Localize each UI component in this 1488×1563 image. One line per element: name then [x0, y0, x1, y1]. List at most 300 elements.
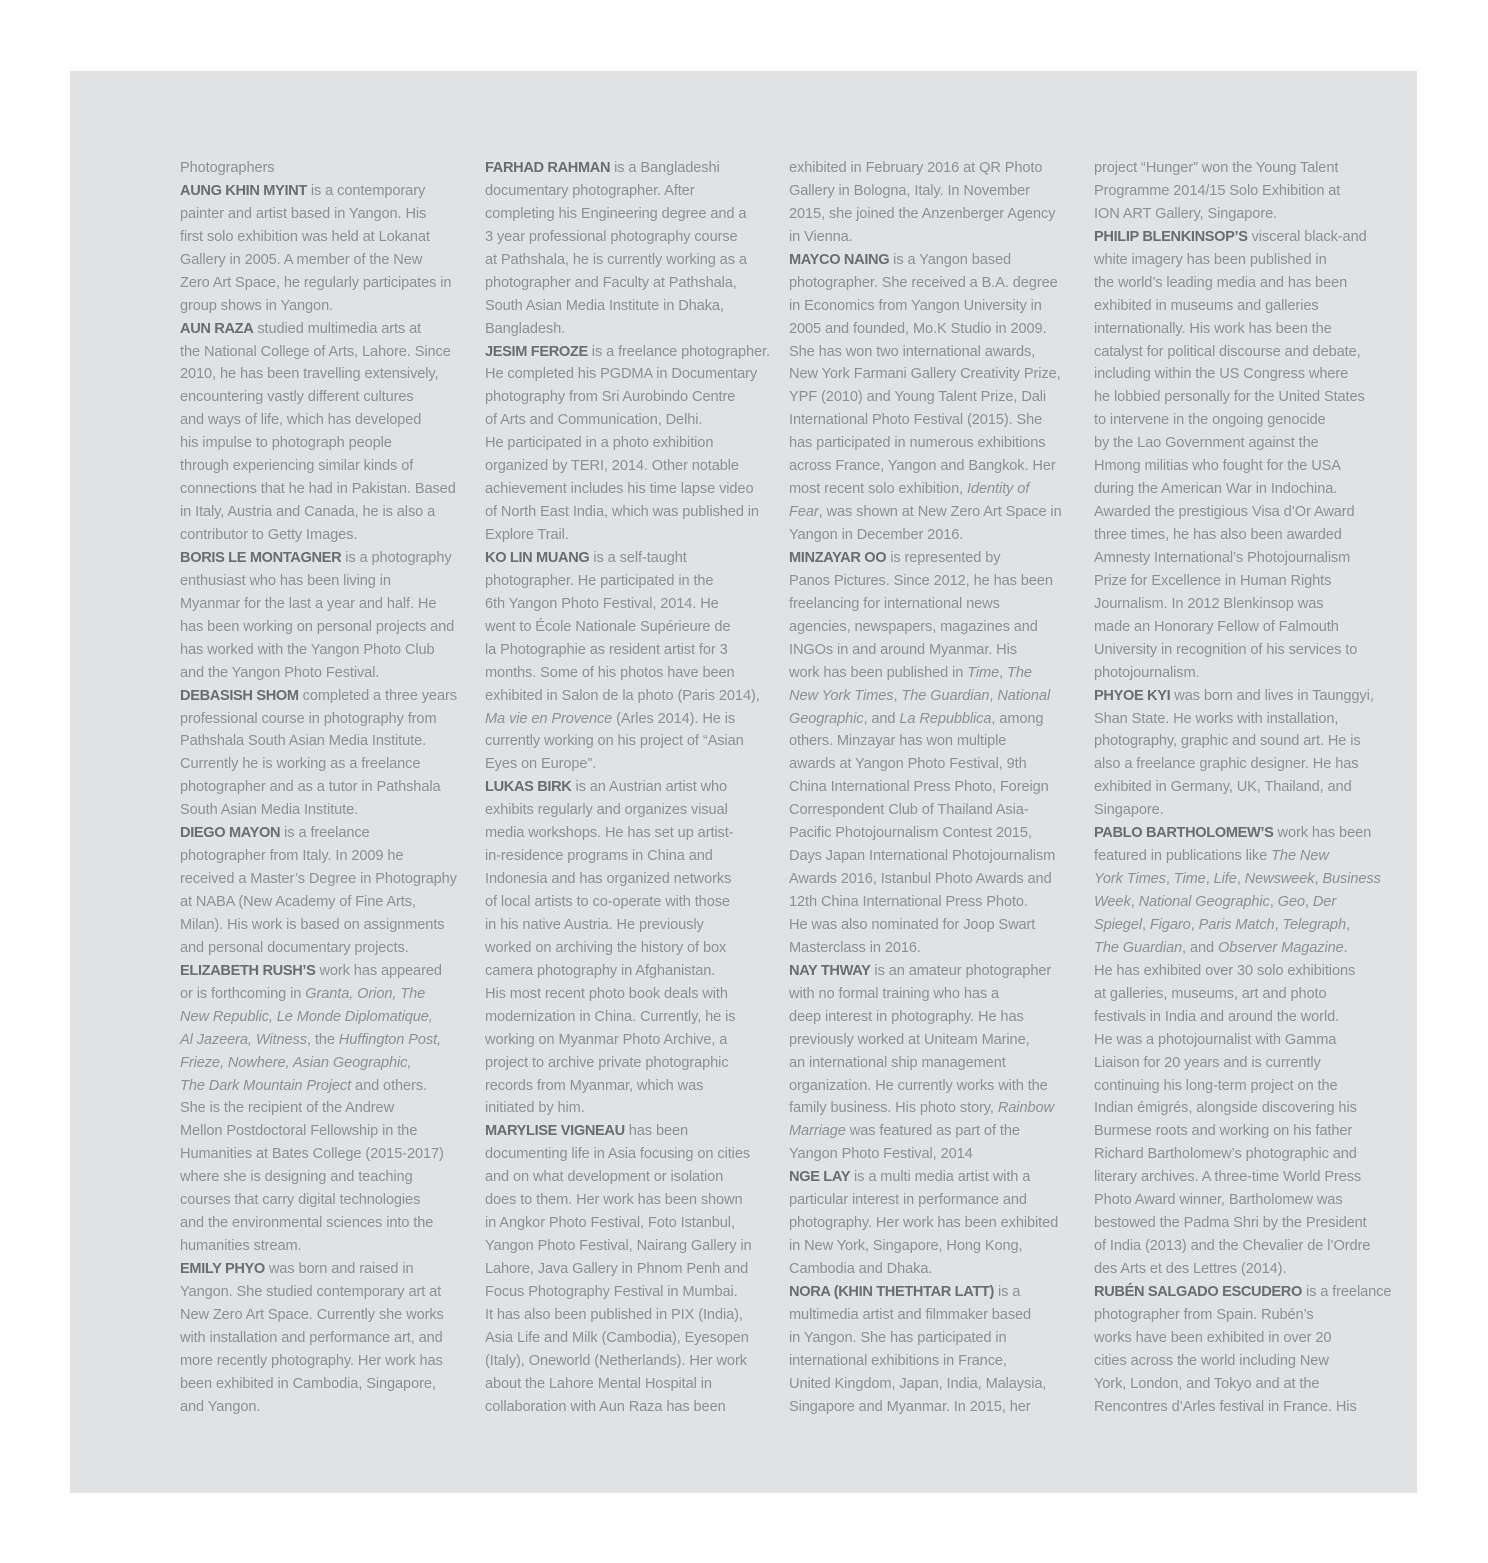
text-line — [180, 937, 470, 960]
photographer-name: LUKAS BIRK — [485, 779, 572, 796]
body-text: agencies, newspapers, magazines and — [789, 618, 1038, 635]
text-line — [485, 249, 777, 272]
body-text: , and — [1182, 939, 1218, 956]
text-line — [485, 960, 777, 983]
photographer-name: PABLO BARTHOLOMEW’S — [1094, 825, 1274, 842]
body-text: particular interest in performance and — [789, 1192, 1027, 1209]
text-line — [1094, 547, 1384, 570]
text-line — [1094, 318, 1384, 341]
text-line — [485, 1029, 777, 1052]
text-line — [485, 272, 777, 295]
italic-title: La Repubblica — [899, 710, 992, 727]
text-line — [1094, 1006, 1384, 1029]
body-text: in his native Austria. He previously — [485, 916, 704, 933]
body-text: white imagery has been published in — [1094, 251, 1327, 268]
body-text: most recent solo exhibition, — [789, 481, 967, 498]
body-text: in New York, Singapore, Hong Kong, — [789, 1238, 1023, 1255]
body-text: work has appeared — [315, 962, 442, 979]
body-text: family business. His photo story, — [789, 1100, 998, 1117]
text-line — [180, 960, 470, 983]
body-text: continuing his long-term project on the — [1094, 1077, 1338, 1094]
body-text: Photographers — [180, 160, 275, 176]
italic-title: Rainbow — [997, 1100, 1054, 1117]
body-text: catalyst for political discourse and debate, — [1094, 343, 1361, 360]
body-text: been exhibited in Cambodia, Singapore, — [180, 1375, 436, 1392]
text-line — [485, 1189, 777, 1212]
body-text: in Italy, Austria and Canada, he is also a — [180, 504, 436, 521]
body-text: freelancing for international news — [789, 595, 1000, 612]
text-line — [485, 1097, 777, 1120]
text-line — [180, 272, 470, 295]
body-text: Yangon in December 2016. — [789, 527, 964, 543]
body-text: Indian émigrés, alongside discovering his — [1094, 1100, 1357, 1117]
text-line — [1094, 409, 1384, 432]
body-text: His most recent photo book deals with — [485, 985, 728, 1002]
text-line — [180, 799, 470, 822]
body-text: photography from Sri Aurobindo Centre — [485, 389, 736, 406]
text-line — [789, 1189, 1079, 1212]
text-line — [1094, 272, 1384, 295]
body-text: Singapore and Myanmar. In 2015, her — [789, 1398, 1031, 1415]
italic-title: Granta, Orion, The — [305, 985, 426, 1002]
italic-title: The Guardian — [901, 687, 990, 704]
text-line — [789, 753, 1079, 776]
photographer-name: JESIM FEROZE — [485, 343, 588, 360]
photographer-name: AUNG KHIN MYINT — [180, 182, 307, 199]
text-line — [180, 432, 470, 455]
text-line — [485, 1006, 777, 1029]
body-text: went to École Nationale Supérieure de — [485, 618, 731, 635]
body-text: is a contemporary — [306, 182, 426, 199]
body-text: 2010, he has been travelling extensively, — [180, 366, 439, 383]
body-text: Milan). His work is based on assignments — [180, 916, 445, 933]
text-line — [485, 1075, 777, 1098]
text-line — [180, 1373, 470, 1396]
body-text: Richard Bartholomew’s photographic and — [1094, 1146, 1357, 1163]
text-line — [180, 1212, 470, 1235]
body-text: received a Master’s Degree in Photography — [180, 871, 457, 888]
text-line — [789, 455, 1079, 478]
body-text: is a freelance photographer. — [587, 343, 770, 360]
body-text: with no formal training who has a — [789, 985, 1000, 1002]
body-text: YPF (2010) and Young Talent Prize, Dali — [789, 389, 1047, 406]
body-text: the world’s leading media and has been — [1094, 274, 1348, 291]
text-line — [1094, 1396, 1384, 1419]
body-text: is a multi media artist with a — [850, 1169, 1031, 1186]
body-text: currently working on his project of “Asian — [485, 733, 744, 750]
body-text: where she is designing and teaching — [180, 1169, 413, 1186]
body-text: photojournalism. — [1094, 664, 1200, 681]
italic-title: The — [1007, 664, 1032, 681]
text-line — [485, 1258, 777, 1281]
body-text: United Kingdom, Japan, India, Malaysia, — [789, 1375, 1047, 1392]
text-line — [485, 1143, 777, 1166]
text-line — [485, 341, 777, 364]
italic-title: Fear — [789, 504, 819, 521]
text-line — [1094, 180, 1384, 203]
italic-title: The New — [1271, 848, 1329, 865]
body-text: enthusiast who has been living in — [180, 572, 391, 589]
body-text: initiated by him. — [485, 1100, 585, 1117]
body-text: Correspondent Club of Thailand Asia- — [789, 802, 1029, 819]
text-line — [1094, 1097, 1384, 1120]
body-text: Myanmar for the last a year and half. He — [180, 595, 437, 612]
text-line — [1094, 478, 1384, 501]
body-text: Indonesia and has organized networks — [485, 871, 732, 888]
body-text: organized by TERI, 2014. Other notable — [485, 458, 739, 475]
text-line — [1094, 1281, 1392, 1304]
body-text: and Yangon. — [180, 1398, 261, 1415]
body-text: about the Lahore Mental Hospital in — [485, 1375, 712, 1392]
italic-title: New Republic, Le Monde Diplomatique, — [180, 1008, 433, 1025]
text-line — [485, 1350, 777, 1373]
text-line — [789, 639, 1079, 662]
body-text: is a self-taught — [589, 549, 687, 566]
body-text: of local artists to co-operate with those — [485, 894, 730, 910]
body-text: , — [1165, 871, 1174, 888]
text-line — [789, 845, 1079, 868]
body-text: INGOs in and around Myanmar. His — [789, 641, 1017, 658]
text-line — [180, 914, 470, 937]
text-line — [789, 1327, 1079, 1350]
text-line — [1094, 1029, 1384, 1052]
body-text: photographer. He participated in the — [485, 572, 714, 589]
body-text: work has been published in — [789, 664, 968, 681]
body-text: Masterclass in 2016. — [789, 939, 921, 956]
text-line — [180, 478, 470, 501]
body-text: , and — [863, 710, 900, 727]
text-line — [180, 249, 470, 272]
body-text: in Yangon. She has participated in — [789, 1329, 1007, 1346]
text-line — [485, 937, 777, 960]
text-line — [789, 1350, 1079, 1373]
body-text: Pacific Photojournalism Contest 2015, — [789, 825, 1032, 842]
text-line — [1094, 1327, 1384, 1350]
text-line — [180, 455, 470, 478]
body-text: work has been — [1273, 825, 1372, 842]
italic-title: Spiegel — [1094, 916, 1142, 933]
text-line — [789, 708, 1079, 731]
body-text: deep interest in photography. He has — [789, 1008, 1024, 1025]
text-line — [485, 409, 777, 432]
body-text: internationally. His work has been the — [1094, 320, 1332, 337]
text-line — [485, 547, 777, 570]
body-text: studied multimedia arts at — [253, 320, 422, 337]
italic-title: National Geographic — [1138, 894, 1270, 910]
body-text: is a freelance — [1301, 1283, 1392, 1300]
text-line — [485, 318, 777, 341]
body-text: and the environmental sciences into the — [180, 1215, 434, 1232]
text-line — [180, 1258, 470, 1281]
body-text: 12th China International Press Photo. — [789, 894, 1028, 910]
body-text: 6th Yangon Photo Festival, 2014. He — [485, 595, 719, 612]
text-line — [485, 1235, 777, 1258]
body-text: painter and artist based in Yangon. His — [180, 205, 427, 222]
text-line — [485, 708, 777, 731]
text-line — [789, 685, 1079, 708]
body-text: exhibited in Salon de la photo (Paris 2014), — [485, 687, 760, 704]
body-text: Focus Photography Festival in Mumbai. — [485, 1283, 738, 1300]
body-text: and the Yangon Photo Festival. — [180, 664, 380, 681]
text-line — [485, 157, 777, 180]
body-text: International Photo Festival (2015). She — [789, 412, 1043, 429]
text-line — [1094, 776, 1384, 799]
text-line — [485, 662, 777, 685]
text-line — [485, 845, 777, 868]
body-text: , — [1304, 894, 1313, 910]
italic-title: The Dark Mountain Project — [180, 1077, 352, 1094]
body-text: Panos Pictures. Since 2012, he has been — [789, 572, 1053, 589]
text-line — [1094, 1075, 1384, 1098]
text-line — [485, 983, 777, 1006]
text-line — [180, 708, 470, 731]
text-line — [180, 639, 470, 662]
body-text: humanities stream. — [180, 1238, 302, 1255]
text-line — [1094, 753, 1384, 776]
body-text: also a freelance graphic designer. He has — [1094, 756, 1359, 773]
text-line — [485, 868, 777, 891]
text-line — [1094, 685, 1384, 708]
body-text: during the American War in Indochina. — [1094, 481, 1338, 498]
text-line — [180, 547, 470, 570]
text-line — [789, 157, 1079, 180]
body-text: records from Myanmar, which was — [485, 1077, 704, 1094]
body-text: at galleries, museums, art and photo — [1094, 985, 1327, 1002]
text-line — [789, 318, 1079, 341]
text-line — [1094, 363, 1384, 386]
body-text: or is forthcoming in — [180, 985, 306, 1002]
body-text: . — [1343, 939, 1348, 956]
text-line — [789, 478, 1079, 501]
text-column-4 — [1094, 157, 1392, 1419]
body-text: Awards 2016, Istanbul Photo Awards and — [789, 871, 1052, 888]
body-text: in Vienna. — [789, 228, 853, 245]
text-line — [485, 639, 777, 662]
body-text: Singapore. — [1094, 802, 1164, 819]
photographer-name: NGE LAY — [789, 1169, 851, 1186]
italic-title: Der — [1312, 894, 1337, 910]
text-line — [485, 455, 777, 478]
text-line — [789, 524, 1079, 547]
text-line — [789, 799, 1079, 822]
text-line — [180, 1304, 470, 1327]
body-text: She is the recipient of the Andrew — [180, 1100, 395, 1117]
text-line — [180, 868, 470, 891]
text-line — [1094, 1304, 1384, 1327]
text-line — [180, 1166, 470, 1189]
text-line — [789, 1006, 1079, 1029]
text-line — [180, 157, 470, 180]
body-text: He completed his PGDMA in Documentary — [485, 366, 758, 383]
text-line — [180, 1120, 470, 1143]
text-line — [789, 1235, 1079, 1258]
text-line — [1094, 226, 1384, 249]
text-line — [180, 1281, 470, 1304]
italic-title: Marriage — [789, 1123, 846, 1140]
text-line — [180, 845, 470, 868]
body-text: Liaison for 20 years and is currently — [1094, 1054, 1321, 1071]
text-line — [180, 203, 470, 226]
text-line — [485, 1052, 777, 1075]
body-text: Yangon Photo Festival, Nairang Gallery in — [485, 1238, 752, 1255]
text-line — [1094, 983, 1384, 1006]
text-line — [485, 363, 777, 386]
body-text: was born and lives in Taunggyi, — [1170, 687, 1374, 704]
photographer-name: DEBASISH SHOM — [180, 687, 299, 704]
text-line — [789, 1166, 1079, 1189]
text-line — [789, 891, 1079, 914]
body-text: is an Austrian artist who — [571, 779, 728, 796]
text-line — [789, 1281, 1079, 1304]
photographer-name: NORA (KHIN THETHTAR LATT) — [789, 1283, 994, 1300]
body-text: Pathshala South Asian Media Institute. — [180, 733, 427, 750]
body-text: Zero Art Space, he regularly participates in — [180, 274, 452, 291]
body-text: modernization in China. Currently, he is — [485, 1008, 736, 1025]
body-text: his impulse to photograph people — [180, 435, 392, 452]
italic-title: Ma vie en Provence — [485, 710, 613, 727]
body-text: , — [893, 687, 902, 704]
body-text: was born and raised in — [264, 1261, 414, 1277]
text-line — [789, 662, 1079, 685]
body-text: encountering vastly different cultures — [180, 389, 414, 406]
text-column-2 — [485, 157, 777, 1419]
body-text: he lobbied personally for the United States — [1094, 389, 1365, 406]
body-text: la Photographie as resident artist for 3 — [485, 641, 728, 658]
text-line — [180, 318, 470, 341]
body-text: at NABA (New Academy of Fine Arts, — [180, 894, 416, 910]
body-text: Currently he is working as a freelance — [180, 756, 421, 773]
body-text: photographer and Faculty at Pathshala, — [485, 274, 737, 291]
body-text: with installation and performance art, and — [180, 1329, 443, 1346]
body-text: Journalism. In 2012 Blenkinsop was — [1094, 595, 1324, 612]
body-text: first solo exhibition was held at Lokanat — [180, 228, 430, 245]
text-line — [1094, 1350, 1384, 1373]
text-line — [1094, 295, 1384, 318]
body-text: Lahore, Java Gallery in Phnom Penh and — [485, 1261, 749, 1277]
italic-title: Geo — [1277, 894, 1305, 910]
text-line — [485, 1212, 777, 1235]
body-text: , — [989, 687, 998, 704]
italic-title: Frieze, Nowhere, Asian Geographic, — [180, 1054, 412, 1071]
body-text: achievement includes his time lapse video — [485, 481, 754, 498]
body-text: and on what development or isolation — [485, 1169, 724, 1186]
body-text: It has also been published in PIX (India), — [485, 1306, 743, 1323]
text-line — [485, 570, 777, 593]
body-text: the National College of Arts, Lahore. Since — [180, 343, 451, 360]
text-line — [1094, 708, 1384, 731]
body-text: photography. Her work has been exhibited — [789, 1215, 1059, 1232]
text-line — [789, 249, 1079, 272]
body-text: Rencontres d’Arles festival in France. His — [1094, 1398, 1357, 1415]
body-text: He participated in a photo exhibition — [485, 435, 714, 452]
body-text: festivals in India and around the world. — [1094, 1008, 1340, 1025]
body-text: including within the US Congress where — [1094, 366, 1349, 383]
text-column-3 — [789, 157, 1079, 1419]
body-text: 2015, she joined the Anzenberger Agency — [789, 205, 1056, 222]
body-text: has participated in numerous exhibitions — [789, 435, 1046, 452]
photographer-name: FARHAD RAHMAN — [485, 160, 611, 176]
body-text: project “Hunger” won the Young Talent — [1094, 160, 1339, 176]
text-line — [485, 1304, 777, 1327]
body-text: , — [1205, 871, 1214, 888]
body-text: Mellon Postdoctoral Fellowship in the — [180, 1123, 418, 1140]
body-text: Explore Trail. — [485, 527, 569, 543]
text-line — [1094, 1052, 1384, 1075]
body-text: des Arts et des Lettres (2014). — [1094, 1261, 1287, 1277]
text-line — [789, 341, 1079, 364]
text-line — [789, 1029, 1079, 1052]
text-line — [789, 776, 1079, 799]
body-text: Amnesty International’s Photojournalism — [1094, 549, 1351, 566]
body-text: bestowed the Padma Shri by the President — [1094, 1215, 1367, 1232]
text-line — [789, 983, 1079, 1006]
text-line — [180, 1350, 470, 1373]
text-line — [1094, 501, 1384, 524]
body-text: (Arles 2014). He is — [612, 710, 736, 727]
text-line — [180, 1327, 470, 1350]
text-line — [180, 363, 470, 386]
italic-title: York Times — [1094, 871, 1166, 888]
body-text: and others. — [351, 1077, 427, 1094]
text-line — [485, 730, 777, 753]
text-line — [1094, 891, 1384, 914]
text-line — [180, 891, 470, 914]
body-text: , — [1130, 894, 1139, 910]
text-line — [789, 386, 1079, 409]
text-line — [180, 524, 470, 547]
body-text: multimedia artist and filmmaker based — [789, 1306, 1032, 1323]
text-line — [789, 937, 1079, 960]
text-line — [789, 432, 1079, 455]
text-line — [180, 685, 470, 708]
text-line — [180, 1097, 470, 1120]
body-text: three times, he has also been awarded — [1094, 527, 1342, 543]
body-text: exhibited in Germany, UK, Thailand, and — [1094, 779, 1352, 796]
text-line — [485, 1120, 777, 1143]
text-line — [1094, 249, 1384, 272]
italic-title: Identity of — [967, 481, 1030, 498]
text-line — [1094, 1212, 1384, 1235]
body-text: is a Bangladeshi — [610, 160, 720, 176]
text-line — [1094, 1189, 1384, 1212]
text-line — [1094, 662, 1384, 685]
text-line — [789, 1143, 1079, 1166]
photographer-name: PHYOE KYI — [1094, 687, 1171, 704]
body-text: courses that carry digital technologies — [180, 1192, 421, 1209]
italic-title: Observer Magazine — [1217, 939, 1344, 956]
text-line — [180, 295, 470, 318]
text-line — [1094, 914, 1384, 937]
text-line — [1094, 341, 1384, 364]
text-line — [789, 593, 1079, 616]
photographer-name: MINZAYAR OO — [789, 549, 887, 566]
text-line — [1094, 593, 1384, 616]
body-text: Gallery in 2005. A member of the New — [180, 251, 423, 268]
body-text: photographer from Italy. In 2009 he — [180, 848, 404, 865]
text-line — [789, 272, 1079, 295]
text-line — [1094, 524, 1384, 547]
italic-title: Figaro — [1149, 916, 1191, 933]
text-column-1 — [180, 157, 470, 1419]
text-line — [485, 203, 777, 226]
italic-title: Al Jazeera, Witness — [180, 1031, 307, 1048]
body-text: Bangladesh. — [485, 320, 566, 337]
body-text: contributor to Getty Images. — [180, 527, 358, 543]
text-line — [789, 960, 1079, 983]
body-text: Asia Life and Milk (Cambodia), Eyesopen — [485, 1329, 749, 1346]
text-line — [485, 524, 777, 547]
text-line — [789, 868, 1079, 891]
